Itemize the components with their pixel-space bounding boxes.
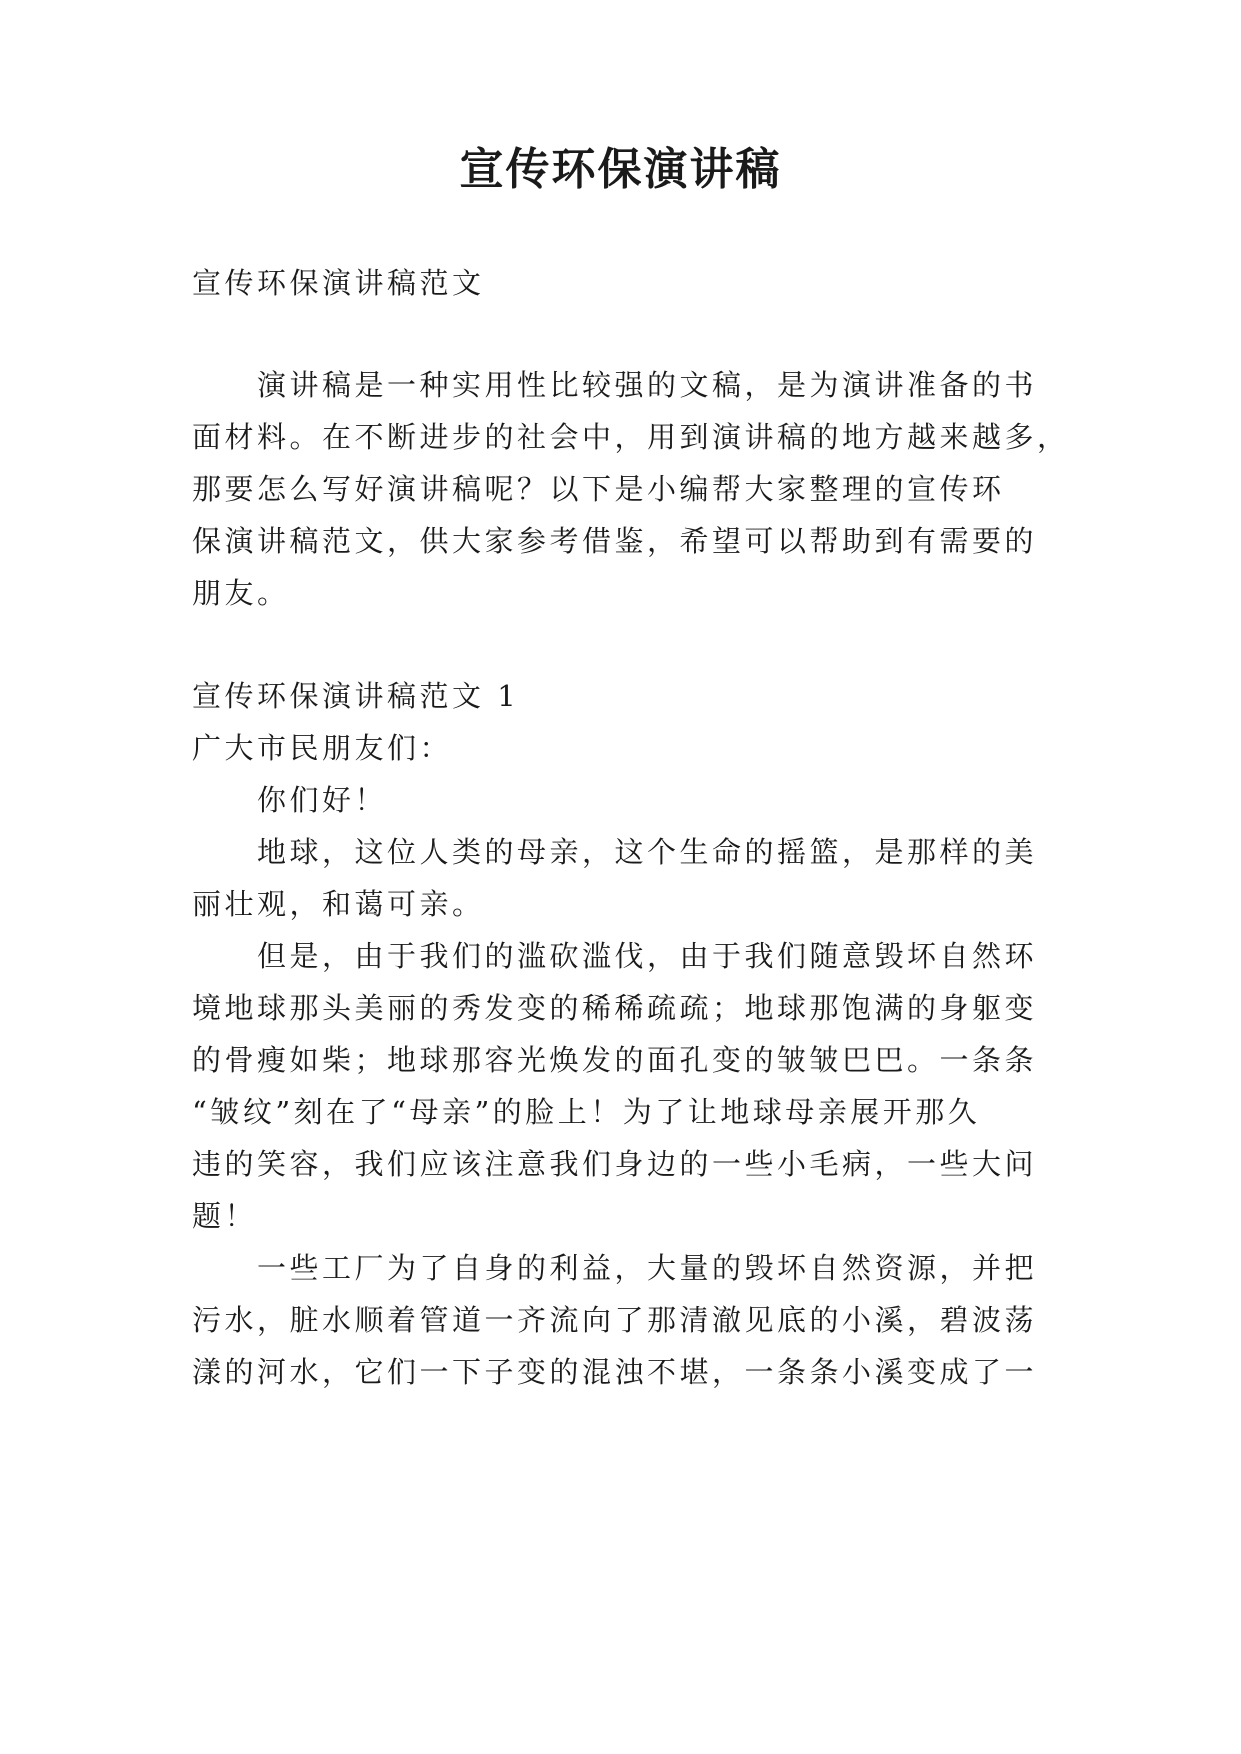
paragraph-line: 违的笑容，我们应该注意我们身边的一些小毛病，一些大问 [192, 1147, 1038, 1181]
intro-line: 朋友。 [192, 576, 290, 610]
paragraph-line: 但是，由于我们的滥砍滥伐，由于我们随意毁坏自然环 [257, 939, 1038, 973]
section-heading: 宣传环保演讲稿范文 1 [192, 679, 520, 713]
paragraph-line: 污水，脏水顺着管道一齐流向了那清澈见底的小溪，碧波荡 [192, 1303, 1038, 1337]
intro-line: 演讲稿是一种实用性比较强的文稿，是为演讲准备的书 [257, 368, 1038, 402]
paragraph-line: 地球，这位人类的母亲，这个生命的摇篮，是那样的美 [257, 835, 1038, 869]
intro-line: 保演讲稿范文，供大家参考借鉴，希望可以帮助到有需要的 [192, 524, 1038, 558]
paragraph-line: 丽壮观，和蔼可亲。 [192, 887, 485, 921]
salutation: 广大市民朋友们： [192, 731, 453, 765]
paragraph-line: 的骨瘦如柴；地球那容光焕发的面孔变的皱皱巴巴。一条条 [192, 1043, 1038, 1077]
intro-line: 那要怎么写好演讲稿呢？以下是小编帮大家整理的宣传环 [192, 472, 1005, 506]
document-title: 宣传环保演讲稿 [459, 144, 782, 195]
paragraph-line: 漾的河水，它们一下子变的混浊不堪，一条条小溪变成了一 [192, 1355, 1038, 1389]
intro-line: 面材料。在不断进步的社会中，用到演讲稿的地方越来越多， [192, 420, 1070, 454]
paragraph-line: 一些工厂为了自身的利益，大量的毁坏自然资源，并把 [257, 1251, 1038, 1285]
paragraph-line: 境地球那头美丽的秀发变的稀稀疏疏；地球那饱满的身躯变 [192, 991, 1038, 1025]
paragraph-line: “皱纹”刻在了“母亲”的脸上！为了让地球母亲展开那久 [192, 1095, 981, 1129]
paragraph-line: 题！ [192, 1199, 258, 1233]
greeting: 你们好！ [257, 783, 388, 817]
subtitle: 宣传环保演讲稿范文 [192, 266, 485, 300]
